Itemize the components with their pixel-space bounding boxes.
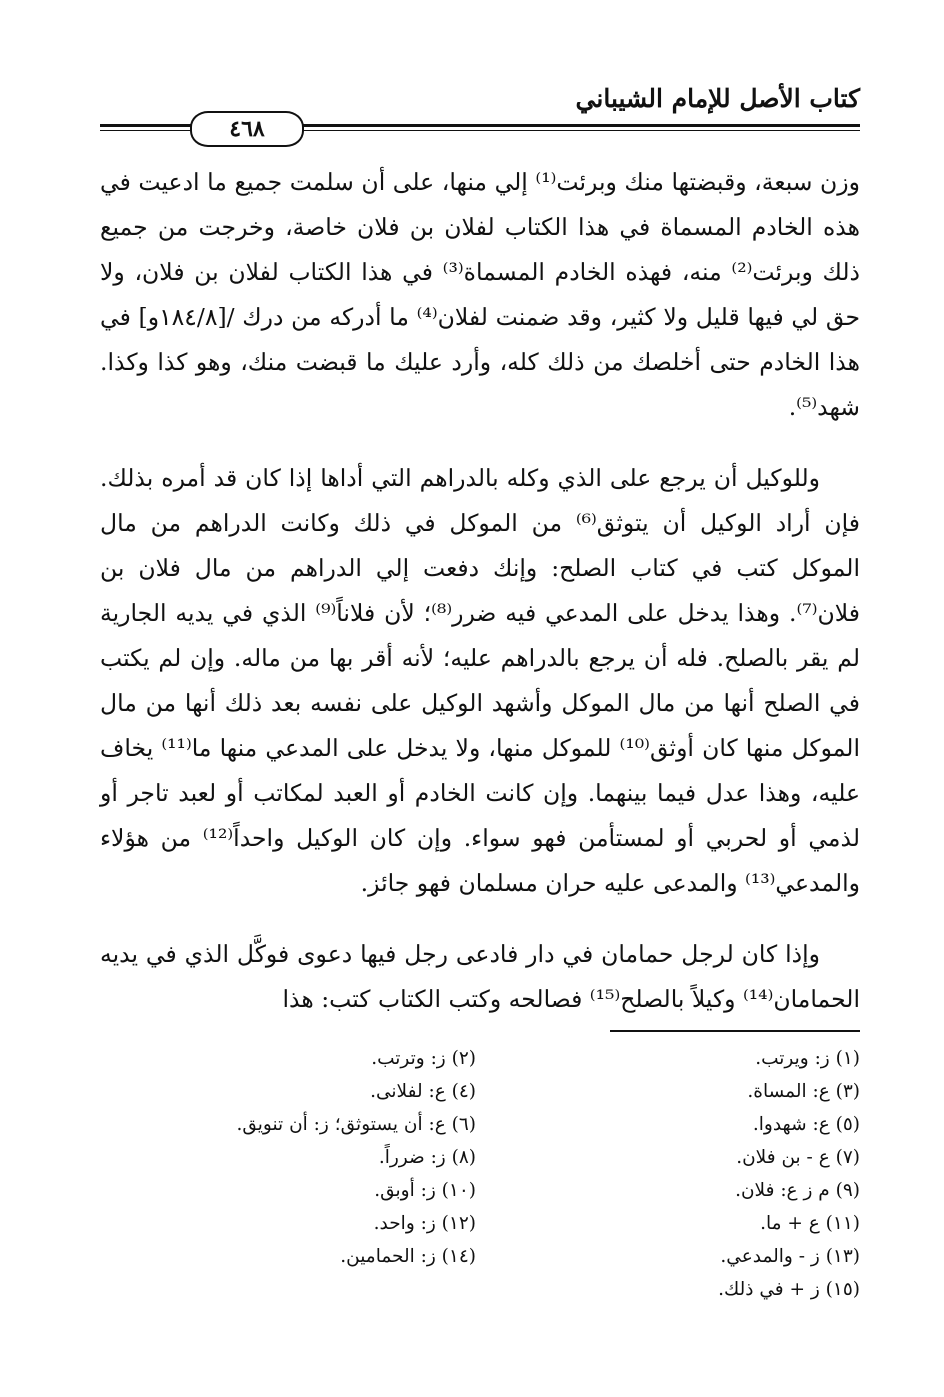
page-header xyxy=(100,84,860,154)
footnotes-odd-column xyxy=(530,1042,860,1306)
footnote-9: (٩) م ز ع: فلان. xyxy=(735,1180,860,1201)
footnote-14: (١٤) ز: الحمامين. xyxy=(340,1246,476,1267)
footnote-5: (٥) ع: شهدوا. xyxy=(752,1114,860,1135)
main-text xyxy=(100,160,860,1048)
paragraph-3: وإذا كان لرجل حمامان في دار فادعى رجل فيها دعوى فوكَّل الذي في يديه الحمامان⁽¹⁴⁾ وكيلاً بالصلح⁽¹⁵⁾ فصالحه وكتب الكتاب كتب: هذا xyxy=(100,940,860,1013)
footnote-10: (١٠) ز: أوبق. xyxy=(374,1180,476,1201)
footnote-11: (١١) ع + ما. xyxy=(760,1213,860,1234)
footnote-1: (١) ز: ويرتب. xyxy=(755,1048,860,1069)
footnote-4: (٤) ع: لفلانى. xyxy=(370,1081,476,1102)
footnotes-even-column xyxy=(146,1042,476,1273)
footnote-7: (٧) ع - بن فلان. xyxy=(736,1147,860,1168)
footnote-3: (٣) ع: المساة. xyxy=(747,1081,860,1102)
footnote-12: (١٢) ز: واحد. xyxy=(373,1213,476,1234)
footnote-separator xyxy=(610,1030,860,1032)
footnote-6: (٦) ع: أن يستوثق؛ ز: أن تنويق. xyxy=(236,1114,476,1135)
footnote-2: (٢) ز: وترتب. xyxy=(371,1048,476,1069)
paragraph-2: وللوكيل أن يرجع على الذي وكله بالدراهم التي أداها إذا كان قد أمره بذلك. فإن أراد الوكيل أن يتوثق⁽⁶⁾ من الموكل في ذلك وكانت الدراهم من مال الموكل كتب في كتاب الصلح: وإنك دفعت إلي الدراهم من مال فلان بن فلان⁽⁷⁾. وهذا يدخل على المدعي فيه ضرر⁽⁸⁾؛ لأن فلاناً⁽⁹⁾ الذي في يديه الجارية لم يقر بالصلح. فله أن يرجع بالدراهم عليه؛ لأنه أقر بها من ماله. وإن لم يكتب في الصلح أنها من مال الموكل وأشهد الوكيل على نفسه بعد ذلك أنها من مال الموكل منها كان أوثق⁽¹⁰⁾ للموكل منها، ولا يدخل على المدعي منها ما⁽¹¹⁾ يخاف عليه، وهذا عدل فيما بينهما. وإن كانت الخادم أو العبد لمكاتب أو لعبد تاجر أو لذمي أو لحربي أو لمستأمن فهو سواء. وإن كان الوكيل واحداً⁽¹²⁾ من هؤلاء والمدعي⁽¹³⁾ والمدعى عليه حران مسلمان فهو جائز. xyxy=(100,464,860,897)
paragraph-1: وزن سبعة، وقبضتها منك وبرئت⁽¹⁾ إلي منها، على أن سلمت جميع ما ادعيت في هذه الخادم المسماة في هذا الكتاب لفلان بن فلان خاصة، وخرجت من جميع ذلك وبرئت⁽²⁾ منه، فهذه الخادم المسماة⁽³⁾ في هذا الكتاب لفلان بن فلان، ولا حق لي فيها قليل ولا كثير، وقد ضمنت لفلان⁽⁴⁾ ما أدركه من درك /[١٨٤/٨و] في هذا الخادم حتى أخلصك من ذلك كله، وأرد عليك ما قبضت منك، وهو كذا وكذا. شهد⁽⁵⁾. xyxy=(100,168,861,421)
footnote-13: (١٣) ز - والمدعي. xyxy=(720,1246,860,1267)
footnote-8: (٨) ز: ضرراً. xyxy=(378,1147,476,1168)
book-title: كتاب الأصل للإمام الشيباني xyxy=(575,84,860,113)
page-number: ٤٦٨ xyxy=(190,111,304,147)
footnote-15: (١٥) ز + في ذلك. xyxy=(718,1279,860,1300)
